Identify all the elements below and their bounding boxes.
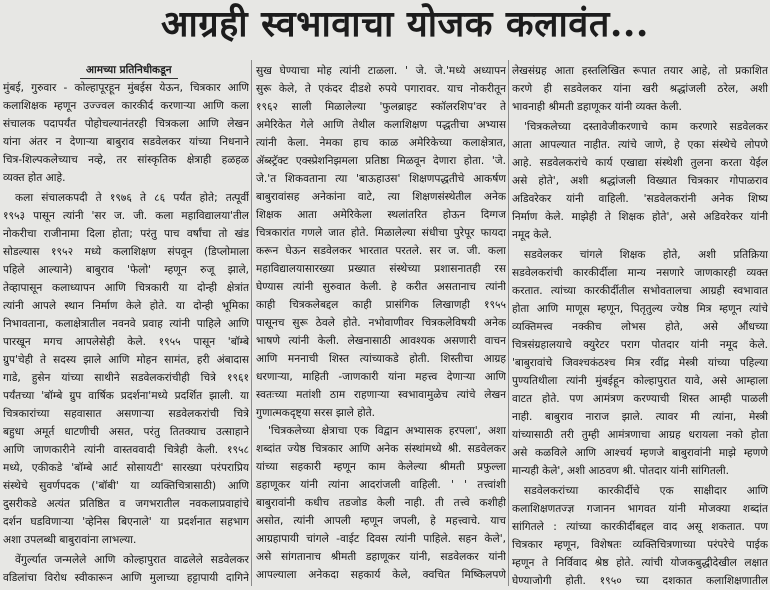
article-text-line: सडवेलकरांची कारकीर्दीला मान्य नसणारे जाणकारही व्यक्त [512,267,768,279]
article-text-line: पासूनच सुरू ठेवले होते. नभोवाणीवर चित्रकलेविषयी अनेक [256,317,506,329]
article-text-line: यांच्या सहकारी म्हणून काम केलेल्या श्रीमती प्रफुल्ला [256,461,506,473]
article-text-line: चित्रकारांत गणले जात होते. मिळालेल्या संधीचा पुरेपूर फायदा [256,227,506,239]
article-text-line: सुरू केले, ते एकंदर दीडशे रुपये पगारावर. याच नोकरीतून [256,83,506,95]
article-text-line: असे कळविले आणि आश्चर्य म्हणजे बाबुरावांनी माझे म्हणणे [512,447,768,459]
article-text-line: आणि मननाची शिस्त त्यांच्याकडे होती. शिस्तीचा आग्रह [256,353,506,365]
article-text-line: यांना अंतर न देणाऱ्या बाबुराव सडवेलकर यांच्या निधनाने [3,136,249,148]
article-text-line: त्यांनी आपले स्थान निर्माण केले होते. या दोन्ही भूमिका [3,300,249,312]
article-text-line: आता आपल्यात नाहीत. त्यांचे जाणे, हे एका संस्थेचे लोपणे [512,139,768,151]
article-text-line: वाटत होते. पण आमंत्रण करण्याची शिस्त आम्ही पाळली [512,393,768,405]
article-text-line: निर्माण केले. माझेही ते शिक्षक होते', असे अडिवरेकर यांनी [512,211,768,223]
article-text-line: चित्रकार म्हणून, विशेषतः व्यक्तिचित्रणाच्या परंपरेचे पाईक [512,539,768,551]
byline: आमच्या प्रतिनिधीकडून [80,62,178,79]
article-text-line: चित्र-शिल्पकलेच्याच नव्हे, तर सांस्कृतिक क्षेत्राही हळहळ [3,154,249,166]
article-text-line: असे सांगतानाच श्रीमती डहाणूकर यांनी, सडवेलकर यांनी [256,551,506,563]
article-text-line: चित्रसंग्रहालयाचे क्युरेटर पराग पोतदार यांनी नमूद केले. [512,339,768,351]
article-text-line: करतात. त्यांच्या कारकीर्दीतील सभोवतालचा आग्रही स्वभावात [512,285,768,297]
article-text-line: दुसरीकडे अत्यंत प्रतिष्ठित व जगभरातील नवकलाप्रवाहांचे [3,498,249,510]
article-text-line: तेव्हापासून कलाध्यापन आणि चित्रकारी या दोन्ही क्षेत्रांत [3,282,249,294]
article-text-line: वेंगुर्ल्यात जन्मलेले आणि कोल्हापुरात वाढलेले सडवेलकर [15,554,249,566]
article-text-line: गुणात्मकदृष्ट्या सरस झाले होते. [256,407,375,419]
article-text-line: पहिले आल्याने) बाबुराव 'फेलो' म्हणून रुजू झाले, [3,264,249,276]
article-text-line: बाबुरावांनी कधीच तडजोड केली नाही. ती तत्त्वे कशीही [256,497,506,509]
article-text-line: सोडल्यास १९५२ मध्ये कलाशिक्षण संपवून (डिप्लोमाला [3,246,249,258]
article-text-line: महाविद्यालयासारख्या प्रख्यात संस्थेच्या प्रशासनातही रस [256,263,506,275]
article-text-line: म्हणून ते निर्विवाद श्रेष्ठ होते. त्यांची योजकबुद्धीदेखील लक्षात [512,557,768,569]
article-text-line: चित्रकारांच्या सहवासात असणाऱ्या सडवेलकरांची चित्रे [3,408,249,420]
article-text-line: निभावताना, कलाक्षेत्रातील नवनवे प्रवाह त्यांनी पाहिले आणि [3,318,249,330]
article-text-line: १९६२ साली मिळालेल्या 'फुलब्राइट स्कॉलरशिप'वर ते [256,101,506,113]
article-text-line: शब्दांत ज्येष्ठ चित्रकार आणि अनेक संस्थांमध्ये श्री. सडवेलकर [256,443,506,455]
article-text-line: आणि जाणकारीने त्यांनी वास्तववादी चित्रेही केली. १९५८ [3,444,249,456]
article-headline: आग्रही स्वभावाचा योजक कलावंत... [161,3,649,45]
article-text-line: जे.'त शिकवताना त्या 'बाऊहाउस' शिक्षणपद्धतीचे आकर्षण [256,173,506,185]
article-text-line: मान्यही केले', अशी आठवण श्री. पोतदार यांनी सांगितली. [512,465,730,477]
article-text-line: पारखून मगच आपलेसेही केले. १९५५ पासून 'बॉम्बे [3,336,249,348]
article-text-line: भाषणे त्यांनी केली. लेखनासाठी आवश्यक असणारी वाचन [256,335,506,347]
article-text-line: असे होते', अशी श्रद्धांजली विख्यात चित्रकार गोपाळराव [512,175,768,187]
article-text-line: अडिवरेकर यांनी वाहिली. 'सडवेलकरांनी अनेक शिष्य [512,193,768,205]
article-text-line: त्यांनी केला. नेमका हाच काळ अमेरिकेच्या कलाक्षेत्रात, [256,137,506,149]
article-text-line: घेण्यास त्यांनी सुरुवात केली. हे करीत असतानाच त्यांनी [256,281,506,293]
article-text-line: सडवेलकरांच्या कारकीर्दीचे एक साक्षीदार आणि [524,485,768,497]
article-text-line: व्यक्त होत आहे. [3,172,66,184]
article-text-line: घेण्याजोगी होती. १९५० च्या दशकात कलाशिक्षणातील [512,575,768,587]
article-text-line: मध्ये, एकीकडे 'बॉम्बे आर्ट सोसायटी' सारख्या परंपराप्रिय [3,462,249,474]
article-text-line: वडिलांचा विरोध स्वीकारून आणि मुलाच्या हट्टापायी दागिने [3,572,249,584]
article-text-line: संचालक पदापर्यंत पोहोचल्यानंतरही चित्रकला आणि लेखन [3,118,249,130]
article-text-line: बाबुरावांसह अनेकांना वाटे, त्या शिक्षणसंस्थेतील अनेक [256,191,506,203]
article-text-line: शिक्षक आता अमेरिकेला स्थलांतरित होऊन दिग्गज [256,209,506,221]
article-text-line: स्वतःच्या मतांशी ठाम राहणाऱ्या स्वभावामुळेच त्यांचे लेखन [256,389,506,401]
column-divider [508,60,509,586]
article-text-line: 'चित्रकलेच्या दस्तावेजीकरणाचे काम करणारे सडवेलकर [524,121,768,133]
article-text-line: सुख घेण्याचा मोह त्यांनी टाळला. ' जे. जे.'मध्ये अध्यापन [256,65,506,77]
article-text-line: यांच्यासाठी तरी तुम्ही आमंत्रणाचा आग्रह धरायला नको होता [512,429,768,441]
article-text-line: आपल्याला अनेकदा सहकार्य केले, क्वचित मिष्किलपणे [256,569,506,581]
article-text-line: कला संचालकपदी ते १९७६ ते ८६ पर्यंत होते; तत्पूर्वी [15,192,249,204]
article-text-line: ग्रुप'चेही ते सदस्य झाले आणि मोहन सामंत, हरी अंबादास [3,354,249,366]
article-text-line: सांगितले : त्यांच्या कारकीर्दीबद्दल वाद असू शकतात. पण [512,521,768,533]
article-text-line: करून घेऊन सडवेलकर भारतात परतले. सर ज. जी. कला [256,245,506,257]
article-text-line: अमेरिकेत गेले आणि तेथील कलाशिक्षण पद्धतीचा अभ्यास [256,119,506,131]
article-text-line: दर्शन घडविणाऱ्या 'व्हेनिस बिएनाले' या प्रदर्शनात सहभाग [3,516,249,528]
article-text-line: बहुधा अमूर्त धाटणीची असत, परंतु तितक्याच उत्साहाने [3,426,249,438]
article-text-line: कलाशिक्षक म्हणून उज्ज्वल कारकीर्द करणाऱ्या आणि कला [3,100,249,112]
article-text-line: करणे ही सडवेलकर यांना खरी श्रद्धांजली ठरेल, अशी [512,83,768,95]
article-text-line: होता आणि माणूस म्हणून, पितृतुल्य ज्येष्ठ मित्र म्हणून त्यांचे [512,303,768,315]
article-text-line: मुंबई, गुरुवार - कोल्हापूरहून मुंबईस येऊन, चित्रकार आणि [3,82,249,94]
article-text-line: नाही. बाबुराव नाराज झाले. त्यावर मी त्यांना, मेस्त्री [512,411,768,423]
article-text-line: धरणाऱ्या, माहिती -जाणकारी यांना महत्त्व देणाऱ्या आणि [256,371,506,383]
article-text-line: डहाणूकर यांनी त्यांना आदरांजली वाहिली. ' ' तत्त्वांशी [256,479,506,491]
article-text-line: सडवेलकर चांगले शिक्षक होते, अशी प्रतिक्रिया [524,249,768,261]
article-text-line: नोकरीचा राजीनामा दिला होता; परंतु पाच वर्षांचा तो खंड [3,228,249,240]
article-text-line: लेखसंग्रह आता हस्तलिखित रूपात तयार आहे, तो प्रकाशित [512,65,768,77]
column-divider [251,60,252,586]
article-text-line: आग्रहापायी चांगले -वाईट दिवस त्यांनी पाहिले. सहन केले', [256,533,506,545]
article-text-line: कलाशिक्षणतज्ज्ञ गजानन भागवत यांनी मोजक्या शब्दांत [512,503,768,515]
article-text-line: काही चित्रकलेबद्दल काही प्रासंगिक लिखाणही १९५५ [256,299,506,311]
article-text-line: 'बाबुरावांचे जिवश्चकंठश्च मित्र रवींद्र मेस्त्री यांच्या पहिल्या [512,357,768,369]
article-text-line: गाडे, हुसेन यांच्या साथीने सडवेलकरांचीही चित्रे १९६१ [3,372,249,384]
article-text-line: व्यक्तिमत्त्व नक्कीच लोभस होते, असे औंधच्या [512,321,768,333]
article-text-line: संस्थेचे सुवर्णपदक ('बॉबी' या व्यक्तिचित्रासाठी) आणि [3,480,249,492]
article-text-line: अशा उपलब्धी बाबुरावांना लाभल्या. [3,534,137,546]
article-text-line: १९५३ पासून त्यांनी 'सर ज. जी. कला महाविद्यालया'तील [3,210,249,222]
article-text-line: ॲब्स्ट्रॅक्ट एक्स्प्रेशनिझमला प्रतिष्ठा मिळवून देणारा होता. 'जे. [256,155,506,167]
article-text-line: आहे. सडवेलकरांचे कार्य एखाद्या संस्थेशी तुलना करता येईल [512,157,768,169]
article-text-line: नमूद केले. [512,229,552,241]
article-text-line: पर्यंतच्या 'बॉम्बे ग्रुप वार्षिक प्रदर्शना'मध्ये प्रदर्शित झाली. या [3,390,249,402]
article-text-line: भावनाही श्रीमती डहाणूकर यांनी व्यक्त केली. [512,101,682,113]
article-text-line: पुण्यतिथीला त्यांनी मुंबईहून कोल्हापुरात यावे, असे आम्हाला [512,375,768,387]
article-text-line: असोत, त्यांनी आपली म्हणून जपली, हे महत्त्वाचे. याच [256,515,506,527]
article-text-line: 'चित्रकलेच्या क्षेत्राचा एक विद्वान अभ्यासक हरपला', अशा [268,425,506,437]
